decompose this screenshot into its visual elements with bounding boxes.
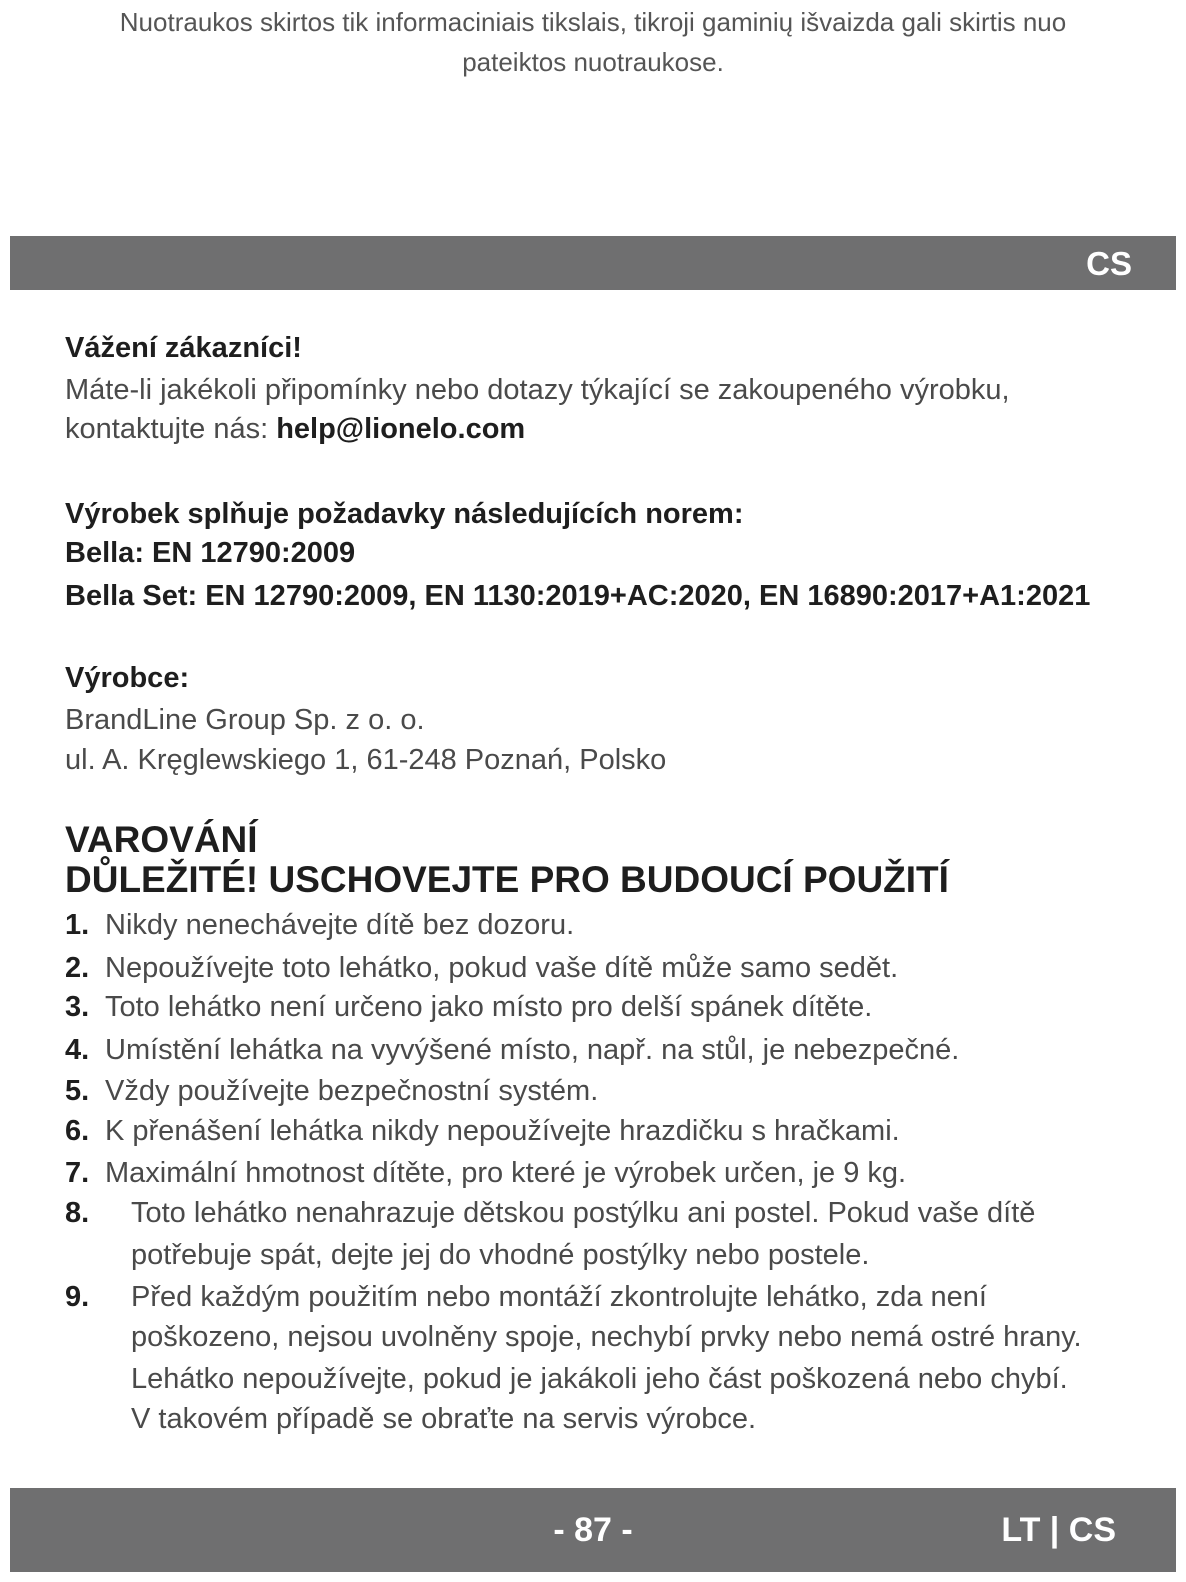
manufacturer-address: ul. A. Kręglewskiego 1, 61-248 Poznań, Polsko (65, 744, 667, 776)
item-text: Nikdy nenechávejte dítě bez dozoru. (105, 909, 575, 941)
top-note-line-1: Nuotraukos skirtos tik informaciniais tikslais, tikroji gaminių išvaizda gali skirtis nuo (119, 7, 1067, 37)
greeting-line-1: Máte-li jakékoli připomínky nebo dotazy týkající se zakoupeného výrobku, (65, 374, 1010, 406)
item-text: Toto lehátko nenahrazuje dětskou postýlku ani postel. Pokud vaše dítě (131, 1197, 1036, 1229)
warning-item (65, 1030, 959, 1070)
item-text: Vždy používejte bezpečnostní systém. (105, 1075, 599, 1107)
item-number: 2. (65, 952, 90, 984)
item-number: 5. (65, 1075, 90, 1107)
warning-item (65, 1153, 906, 1193)
warning-title: VAROVÁNÍ (65, 819, 258, 860)
item-text: Toto lehátko není určeno jako místo pro delší spánek dítěte. (105, 991, 873, 1023)
language-header-bar (10, 236, 1176, 290)
manufacturer-title: Výrobce: (65, 662, 190, 694)
top-note (90, 2, 1096, 82)
language-code: CS (1086, 245, 1132, 282)
item-number: 3. (65, 991, 90, 1023)
item-continuation: potřebuje spát, dejte jej do vhodné postýlky nebo postele. (131, 1239, 870, 1271)
warning-item (65, 987, 872, 1027)
warning-subtitle: DŮLEŽITÉ! USCHOVEJTE PRO BUDOUCÍ POUŽITÍ (65, 859, 949, 900)
standards-title: Výrobek splňuje požadavky následujících norem: (65, 498, 744, 530)
greeting-line-2 (65, 409, 525, 449)
warning-item (65, 1193, 1035, 1233)
greeting-title: Vážení zákazníci! (65, 332, 302, 364)
page-number: - 87 - (553, 1511, 633, 1549)
item-text: Nepoužívejte toto lehátko, pokud vaše dítě může samo sedět. (105, 952, 899, 984)
manufacturer-name: BrandLine Group Sp. z o. o. (65, 704, 425, 736)
item-continuation: V takovém případě se obraťte na servis výrobce. (131, 1403, 757, 1435)
standards-bella-set: Bella Set: EN 12790:2009, EN 1130:2019+AC:2020, EN 16890:2017+A1:2021 (65, 580, 1091, 612)
item-text: Maximální hmotnost dítěte, pro které je výrobek určen, je 9 kg. (105, 1157, 907, 1189)
contact-email: help@lionelo.com (276, 413, 526, 445)
warning-item (65, 1071, 598, 1111)
warning-item (65, 905, 574, 945)
item-continuation: Lehátko nepoužívejte, pokud je jakákoli jeho část poškozená nebo chybí. (131, 1363, 1068, 1395)
item-continuation: poškozeno, nejsou uvolněny spoje, nechybí prvky nebo nemá ostré hrany. (131, 1321, 1082, 1353)
item-number: 8. (65, 1197, 90, 1229)
item-text: K přenášení lehátka nikdy nepoužívejte hrazdičku s hračkami. (105, 1115, 900, 1147)
item-number: 6. (65, 1115, 90, 1147)
standards-bella: Bella: EN 12790:2009 (65, 537, 356, 569)
contact-prefix: kontaktujte nás: (65, 413, 277, 445)
item-text: Před každým použitím nebo montáží zkontrolujte lehátko, zda není (131, 1281, 987, 1313)
item-number: 4. (65, 1034, 90, 1066)
footer-languages: LT | CS (1001, 1511, 1116, 1549)
item-number: 1. (65, 909, 90, 941)
warning-item (65, 1277, 987, 1317)
item-text: Umístění lehátka na vyvýšené místo, např. na stůl, je nebezpečné. (105, 1034, 960, 1066)
warning-item (65, 1111, 900, 1151)
item-number: 9. (65, 1281, 90, 1313)
warning-item (65, 948, 898, 988)
footer-bar (10, 1488, 1176, 1572)
top-note-line-2: pateiktos nuotraukose. (462, 47, 724, 77)
item-number: 7. (65, 1157, 90, 1189)
